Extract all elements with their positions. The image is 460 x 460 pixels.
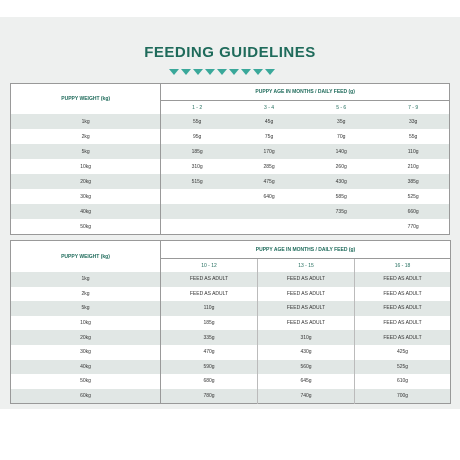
weight-cell: 40kg bbox=[11, 204, 161, 219]
weight-cell: 20kg bbox=[11, 174, 161, 189]
weight-cell: 10kg bbox=[11, 316, 161, 331]
age-column-header: 7 - 9 bbox=[377, 101, 449, 115]
weight-cell: 30kg bbox=[11, 345, 161, 360]
weight-cell: 50kg bbox=[11, 374, 161, 389]
table-row bbox=[11, 159, 450, 174]
weight-cell: 30kg bbox=[11, 189, 161, 204]
page-title: FEEDING GUIDELINES bbox=[144, 44, 316, 61]
feed-amount-cell: 110g bbox=[377, 144, 449, 159]
feed-amount-cell: FEED AS ADULT bbox=[383, 290, 422, 297]
feed-amount-cell: 70g bbox=[337, 133, 346, 140]
table-row bbox=[11, 189, 450, 204]
table-row bbox=[11, 301, 451, 316]
weight-cell: 2kg bbox=[11, 129, 161, 144]
feed-amount-cell: FEED AS ADULT bbox=[258, 287, 355, 302]
weight-cell: 2kg bbox=[11, 287, 161, 302]
feed-amount-cell: 525g bbox=[407, 193, 419, 200]
age-header: PUPPY AGE IN MONTHS / DAILY FEED (g) bbox=[161, 84, 450, 101]
table-row bbox=[11, 144, 450, 159]
chevron-down-icon bbox=[229, 69, 239, 75]
chevron-down-icon bbox=[241, 69, 251, 75]
feed-amount-cell: 140g bbox=[305, 144, 377, 159]
age-column-header: 10 - 12 bbox=[161, 259, 258, 273]
feed-amount-cell bbox=[161, 189, 233, 204]
feed-amount-cell: FEED AS ADULT bbox=[258, 301, 355, 316]
feed-amount-cell: 660g bbox=[377, 204, 449, 219]
feed-amount-cell bbox=[305, 219, 377, 235]
table-row bbox=[11, 114, 450, 129]
weight-cell: 5kg bbox=[11, 301, 161, 316]
feed-amount-cell bbox=[233, 219, 305, 235]
age-header: PUPPY AGE IN MONTHS / DAILY FEED (g) bbox=[161, 241, 451, 259]
feed-amount-cell: 170g bbox=[233, 144, 305, 159]
feed-amount-cell: FEED AS ADULT bbox=[258, 316, 355, 331]
table-row bbox=[11, 129, 450, 144]
weight-cell: 10kg bbox=[11, 159, 161, 174]
weight-cell: 40kg bbox=[11, 360, 161, 375]
chevron-down-icon bbox=[193, 69, 203, 75]
arrow-divider bbox=[169, 69, 275, 77]
weight-cell: 1kg bbox=[11, 272, 161, 287]
feed-amount-cell: 780g bbox=[161, 389, 258, 404]
feed-amount-cell: 185g bbox=[161, 144, 233, 159]
table-row bbox=[11, 389, 451, 404]
chevron-down-icon bbox=[169, 69, 179, 75]
table-row bbox=[11, 272, 451, 287]
feed-amount-cell: 515g bbox=[161, 174, 233, 189]
feed-amount-cell: 475g bbox=[233, 174, 305, 189]
age-column-header: 3 - 4 bbox=[233, 101, 305, 115]
weight-header: PUPPY WEIGHT (kg) bbox=[11, 241, 161, 273]
table-row bbox=[11, 316, 451, 331]
feed-amount-cell: 75g bbox=[264, 133, 274, 140]
feed-amount-cell: 185g bbox=[161, 316, 258, 331]
feed-amount-cell: 430g bbox=[258, 345, 355, 360]
chevron-down-icon bbox=[181, 69, 191, 75]
feed-amount-cell: 95g bbox=[192, 133, 202, 140]
feed-amount-cell: 335g bbox=[161, 330, 258, 345]
feed-amount-cell: FEED AS ADULT bbox=[355, 272, 451, 287]
age-column-header: 16 - 18 bbox=[355, 259, 451, 273]
table-row bbox=[11, 345, 451, 360]
chevron-down-icon bbox=[205, 69, 215, 75]
age-column-header: 5 - 6 bbox=[305, 101, 377, 115]
weight-header: PUPPY WEIGHT (kg) bbox=[11, 84, 161, 115]
table-row bbox=[11, 330, 451, 345]
feed-amount-cell: 310g bbox=[191, 163, 203, 170]
feed-amount-cell: FEED AS ADULT bbox=[355, 301, 451, 316]
feed-amount-cell: 740g bbox=[258, 389, 355, 404]
feed-amount-cell: 110g bbox=[161, 301, 258, 316]
feed-amount-cell bbox=[161, 204, 233, 219]
feeding-table-2 bbox=[10, 240, 451, 404]
chevron-down-icon bbox=[265, 69, 275, 75]
feed-amount-cell: 33g bbox=[377, 114, 449, 129]
feed-amount-cell: 55g bbox=[161, 114, 233, 129]
feed-amount-cell: FEED AS ADULT bbox=[355, 330, 451, 345]
table-row bbox=[11, 360, 451, 375]
feed-amount-cell: 680g bbox=[161, 374, 258, 389]
feed-amount-cell: 700g bbox=[355, 389, 451, 404]
feed-amount-cell: 425g bbox=[396, 349, 409, 356]
feed-amount-cell: 585g bbox=[335, 193, 347, 200]
chevron-down-icon bbox=[217, 69, 227, 75]
feed-amount-cell: 430g bbox=[305, 174, 377, 189]
feed-amount-cell: 590g bbox=[161, 360, 258, 375]
feed-amount-cell: 610g bbox=[396, 378, 409, 385]
feed-amount-cell: 525g bbox=[355, 360, 451, 375]
feed-amount-cell: FEED AS ADULT bbox=[258, 272, 355, 287]
feed-amount-cell: 735g bbox=[305, 204, 377, 219]
weight-cell: 20kg bbox=[11, 330, 161, 345]
feed-amount-cell: 310g bbox=[258, 330, 355, 345]
chevron-down-icon bbox=[253, 69, 263, 75]
feed-amount-cell: 385g bbox=[377, 174, 449, 189]
feed-amount-cell bbox=[161, 219, 233, 235]
table-row bbox=[11, 374, 451, 389]
feed-amount-cell: 285g bbox=[263, 163, 275, 170]
table-row bbox=[11, 219, 450, 235]
feed-amount-cell: 560g bbox=[258, 360, 355, 375]
feed-amount-cell: 210g bbox=[407, 163, 419, 170]
feed-amount-cell: 640g bbox=[263, 193, 275, 200]
table-row bbox=[11, 204, 450, 219]
table-row bbox=[11, 174, 450, 189]
feed-amount-cell: 470g bbox=[161, 345, 258, 360]
feed-amount-cell: FEED AS ADULT bbox=[161, 272, 258, 287]
weight-cell: 60kg bbox=[11, 389, 161, 404]
feed-amount-cell: 45g bbox=[233, 114, 305, 129]
feeding-table-1 bbox=[10, 83, 450, 235]
feed-amount-cell: FEED AS ADULT bbox=[161, 287, 258, 302]
feed-amount-cell: FEED AS ADULT bbox=[383, 320, 422, 327]
age-column-header: 13 - 15 bbox=[258, 259, 355, 273]
feed-amount-cell: 645g bbox=[258, 374, 355, 389]
feed-amount-cell: 260g bbox=[335, 163, 347, 170]
feed-amount-cell: 55g bbox=[408, 133, 418, 140]
weight-cell: 5kg bbox=[11, 144, 161, 159]
weight-cell: 50kg bbox=[11, 219, 161, 235]
weight-cell: 1kg bbox=[11, 114, 161, 129]
feed-amount-cell: 35g bbox=[305, 114, 377, 129]
age-column-header: 1 - 2 bbox=[161, 101, 233, 115]
feed-amount-cell: 770g bbox=[407, 223, 419, 230]
feed-amount-cell bbox=[233, 204, 305, 219]
table-row bbox=[11, 287, 451, 302]
